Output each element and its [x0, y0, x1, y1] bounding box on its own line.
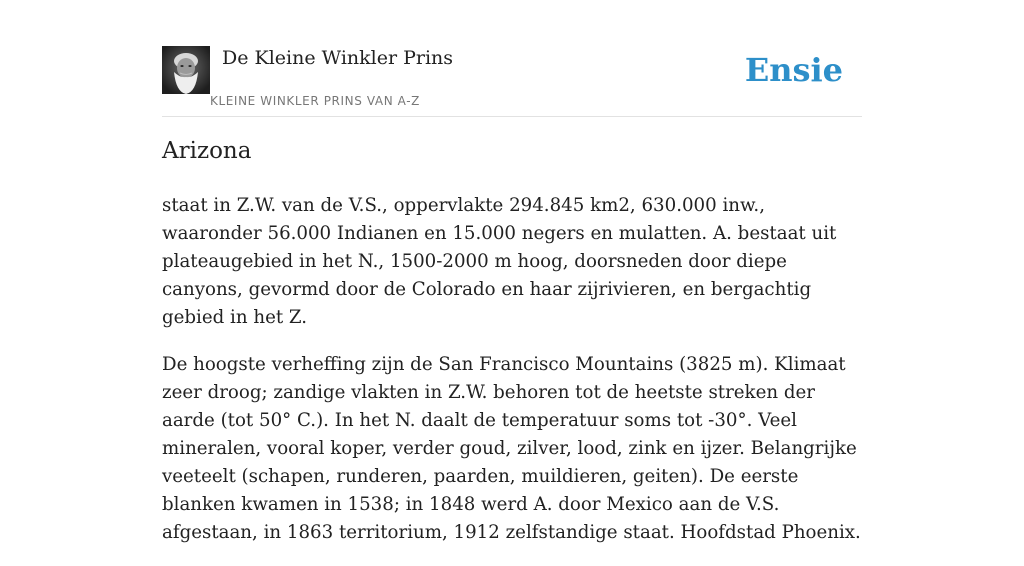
- site-name[interactable]: De Kleine Winkler Prins: [222, 47, 454, 69]
- site-header: [162, 40, 862, 117]
- brand-logo[interactable]: Ensie: [744, 51, 843, 89]
- site-subtitle[interactable]: KLEINE WINKLER PRINS VAN A-Z: [210, 94, 420, 108]
- article-paragraph: De hoogste verheffing zijn de San Francisco Mountains (3825 m). Klimaat zeer droog; zandige vlakten in Z.W. behoren tot de heetste streken der aarde (tot 50° C.). In het N. daalt de temperatuur soms tot -30°. Veel mineralen, vooral koper, verder goud, zilver, lood, zink en ijzer. Belangrijke veeteelt (schapen, runderen, paarden, muildieren, geiten). De eerste blanken kwamen in 1538; in 1848 werd A. door Mexico aan de V.S. afgestaan, in 1863 territorium, 1912 zelfstandige staat. Hoofdstad Phoenix.: [162, 354, 861, 543]
- article-title: Arizona: [162, 138, 252, 164]
- bearded-man-portrait-icon: [162, 46, 210, 94]
- article-body: [162, 192, 864, 566]
- article-paragraph: staat in Z.W. van de V.S., oppervlakte 294.845 km2, 630.000 inw., waaronder 56.000 Indianen en 15.000 negers en mulatten. A. bestaat uit plateaugebied in het N., 1500-2000 m hoog, doorsneden door diepe canyons, gevormd door de Colorado en haar zijrivieren, en bergachtig gebied in het Z.: [162, 195, 837, 328]
- avatar[interactable]: [162, 46, 210, 94]
